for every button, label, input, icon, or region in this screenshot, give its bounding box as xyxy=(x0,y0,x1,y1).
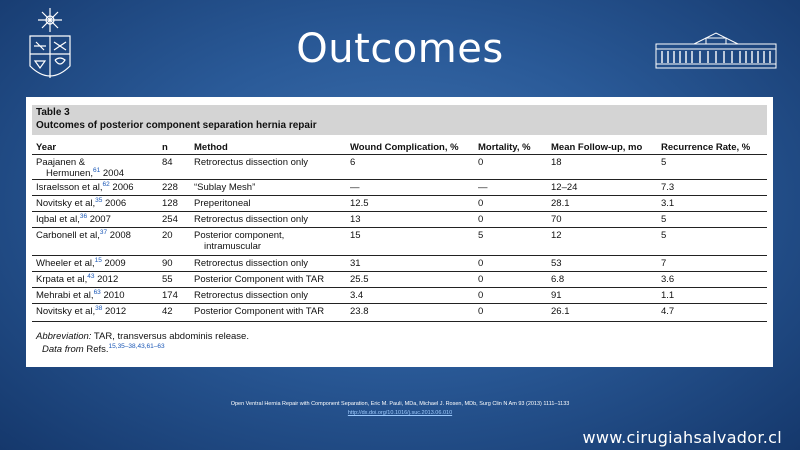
cell-n: 20 xyxy=(162,230,173,241)
cell-reference: 15 xyxy=(94,257,102,264)
cell-mean-follow-up: 53 xyxy=(551,258,562,269)
row-rule xyxy=(32,287,767,288)
cell-wound-complication: 15 xyxy=(350,230,361,241)
column-header-wound-complication: Wound Complication, % xyxy=(350,142,459,153)
cell-method xyxy=(194,157,308,168)
cell-author-year xyxy=(36,306,126,317)
cell-method-text: Retrorectus dissection only xyxy=(194,290,309,301)
cell-year: 2006 xyxy=(112,182,134,193)
cell-reference: 43 xyxy=(87,273,95,280)
cell-author-year xyxy=(36,214,111,225)
cell-mortality: 5 xyxy=(478,230,484,241)
cell-n: 128 xyxy=(162,198,178,209)
cell-author: Carbonell et al, xyxy=(36,230,100,241)
cell-author-continued: Hermunen, xyxy=(46,168,93,179)
cell-n: 90 xyxy=(162,258,173,269)
cell-mortality: 0 xyxy=(478,214,484,225)
cell-author-year xyxy=(36,274,118,285)
cell-author-year xyxy=(36,230,131,241)
column-header-mortality: Mortality, % xyxy=(478,142,531,153)
cell-wound-complication: 31 xyxy=(350,258,361,269)
cell-wound-complication: 3.4 xyxy=(350,290,364,301)
cell-recurrence-rate: 5 xyxy=(661,157,667,168)
footnote-abbreviation-text: TAR, transversus abdominis release. xyxy=(91,331,249,342)
row-rule xyxy=(32,227,767,228)
cell-reference: 35 xyxy=(95,197,103,204)
column-header-year: Year xyxy=(36,142,57,153)
cell-mean-follow-up: 12–24 xyxy=(551,182,578,193)
row-rule xyxy=(32,271,767,272)
cell-year: 2004 xyxy=(102,168,125,179)
footnote-abbreviation-label: Abbreviation: xyxy=(36,331,92,342)
cell-method-text: Retrorectus dissection only xyxy=(194,258,309,269)
cell-method-text: “Sublay Mesh” xyxy=(194,182,256,193)
cell-n: 42 xyxy=(162,306,173,317)
cell-recurrence-rate: 7 xyxy=(661,258,667,269)
cell-author: Krpata et al, xyxy=(36,274,88,285)
cell-author: Novitsky et al, xyxy=(36,306,96,317)
cell-n: 55 xyxy=(162,274,173,285)
cell-reference: 38 xyxy=(95,305,103,312)
cell-recurrence-rate: 5 xyxy=(661,230,667,241)
cell-mortality: 0 xyxy=(478,290,484,301)
cell-mortality: 0 xyxy=(478,274,484,285)
cell-recurrence-rate: 7.3 xyxy=(661,182,675,193)
cell-year: 2009 xyxy=(104,258,126,269)
cell-method-text: Preperitoneal xyxy=(194,198,251,209)
cell-year: 2012 xyxy=(105,306,127,317)
citation-doi-link[interactable]: http://dx.doi.org/10.1016/j.suc.2013.06.010 xyxy=(347,410,453,416)
cell-year: 2008 xyxy=(109,230,131,241)
cell-author-year xyxy=(36,157,124,179)
cell-n: 254 xyxy=(162,214,178,225)
row-rule xyxy=(32,179,767,180)
cell-mortality: 0 xyxy=(478,306,484,317)
cell-mortality: 0 xyxy=(478,157,484,168)
cell-method xyxy=(194,274,324,285)
slide-title: Outcomes xyxy=(296,26,504,72)
hospital-building-icon xyxy=(654,30,778,70)
website-url: www.cirugiahsalvador.cl xyxy=(582,428,782,447)
cell-author-year xyxy=(36,182,134,193)
footnote-abbreviation xyxy=(36,331,249,342)
cell-author-year xyxy=(36,198,126,209)
cell-year: 2006 xyxy=(105,198,127,209)
column-header-mean-follow-up: Mean Follow-up, mo xyxy=(551,142,643,153)
cell-mean-follow-up: 28.1 xyxy=(551,198,570,209)
cell-recurrence-rate: 5 xyxy=(661,214,667,225)
cell-mean-follow-up: 18 xyxy=(551,157,562,168)
footnote-data-text: Refs. xyxy=(83,344,109,355)
row-rule xyxy=(32,255,767,256)
cell-method-text: Retrorectus dissection only xyxy=(194,214,309,225)
cell-mean-follow-up: 26.1 xyxy=(551,306,570,317)
cell-reference: 37 xyxy=(99,229,108,236)
footnote-data-refs: 15,35–38,43,61–63 xyxy=(108,343,165,350)
header-rule xyxy=(32,154,767,155)
cell-mean-follow-up: 70 xyxy=(551,214,562,225)
cell-method xyxy=(194,258,308,269)
cell-mortality: — xyxy=(478,182,488,193)
footnote-data-label: Data from xyxy=(42,344,84,355)
cell-mean-follow-up: 91 xyxy=(551,290,562,301)
cell-method xyxy=(194,306,324,317)
cell-method xyxy=(194,290,308,301)
row-rule xyxy=(32,211,767,212)
cell-recurrence-rate: 1.1 xyxy=(661,290,675,301)
cell-n: 84 xyxy=(162,157,173,168)
cell-method-continued: intramuscular xyxy=(204,241,262,252)
cell-method xyxy=(194,198,251,209)
cell-recurrence-rate: 3.6 xyxy=(661,274,675,285)
cell-author: Paajanen & xyxy=(36,157,86,168)
cell-wound-complication: 25.5 xyxy=(350,274,369,285)
cell-author-year xyxy=(36,258,126,269)
column-header-n: n xyxy=(162,142,168,153)
column-header-recurrence-rate: Recurrence Rate, % xyxy=(661,142,751,153)
cell-wound-complication: 6 xyxy=(350,157,356,168)
cell-mortality: 0 xyxy=(478,198,484,209)
cell-method-text: Posterior Component with TAR xyxy=(194,274,325,285)
cell-mortality: 0 xyxy=(478,258,484,269)
cell-wound-complication: 12.5 xyxy=(350,198,369,209)
cell-n: 228 xyxy=(162,182,178,193)
cell-method xyxy=(194,182,255,193)
cell-method xyxy=(194,214,308,225)
table-label: Table 3 xyxy=(36,107,70,118)
cell-author: Iqbal et al, xyxy=(36,214,80,225)
cell-author: Wheeler et al, xyxy=(36,258,95,269)
cell-wound-complication: 23.8 xyxy=(350,306,369,317)
cell-author: Novitsky et al, xyxy=(36,198,96,209)
cell-wound-complication: — xyxy=(350,182,360,193)
cell-recurrence-rate: 4.7 xyxy=(661,306,675,317)
cell-recurrence-rate: 3.1 xyxy=(661,198,675,209)
cell-author-year xyxy=(36,290,125,301)
footnote-data-source xyxy=(42,344,165,355)
outcomes-table xyxy=(26,97,773,367)
cell-year: 2007 xyxy=(89,214,111,225)
cell-wound-complication: 13 xyxy=(350,214,361,225)
cell-method-text: Retrorectus dissection only xyxy=(194,157,309,168)
cell-mean-follow-up: 12 xyxy=(551,230,562,241)
cell-method-text: Posterior Component with TAR xyxy=(194,306,325,317)
cell-year: 2012 xyxy=(97,274,119,285)
row-rule xyxy=(32,195,767,196)
cell-reference: 36 xyxy=(79,213,88,220)
cell-reference: 61 xyxy=(93,167,101,174)
cell-reference: 62 xyxy=(102,181,110,188)
cell-author: Israelsson et al, xyxy=(36,182,103,193)
cell-n: 174 xyxy=(162,290,178,301)
row-rule xyxy=(32,303,767,304)
table-caption: Outcomes of posterior component separation hernia repair xyxy=(36,120,317,131)
cell-method xyxy=(194,230,284,252)
cell-year: 2010 xyxy=(103,290,125,301)
cell-reference: 63 xyxy=(93,289,101,296)
cell-author: Mehrabi et al, xyxy=(36,290,94,301)
citation-text: Open Ventral Hernia Repair with Component Separation, Eric M. Pauli, MDa, Michael J. Rosen, MDb, Surg Clin N Am 93 (2013) 1111–1133 xyxy=(230,401,570,407)
cell-method-text: Posterior component, xyxy=(194,230,285,241)
cell-mean-follow-up: 6.8 xyxy=(551,274,565,285)
row-rule xyxy=(32,321,767,322)
column-header-method: Method xyxy=(194,142,228,153)
